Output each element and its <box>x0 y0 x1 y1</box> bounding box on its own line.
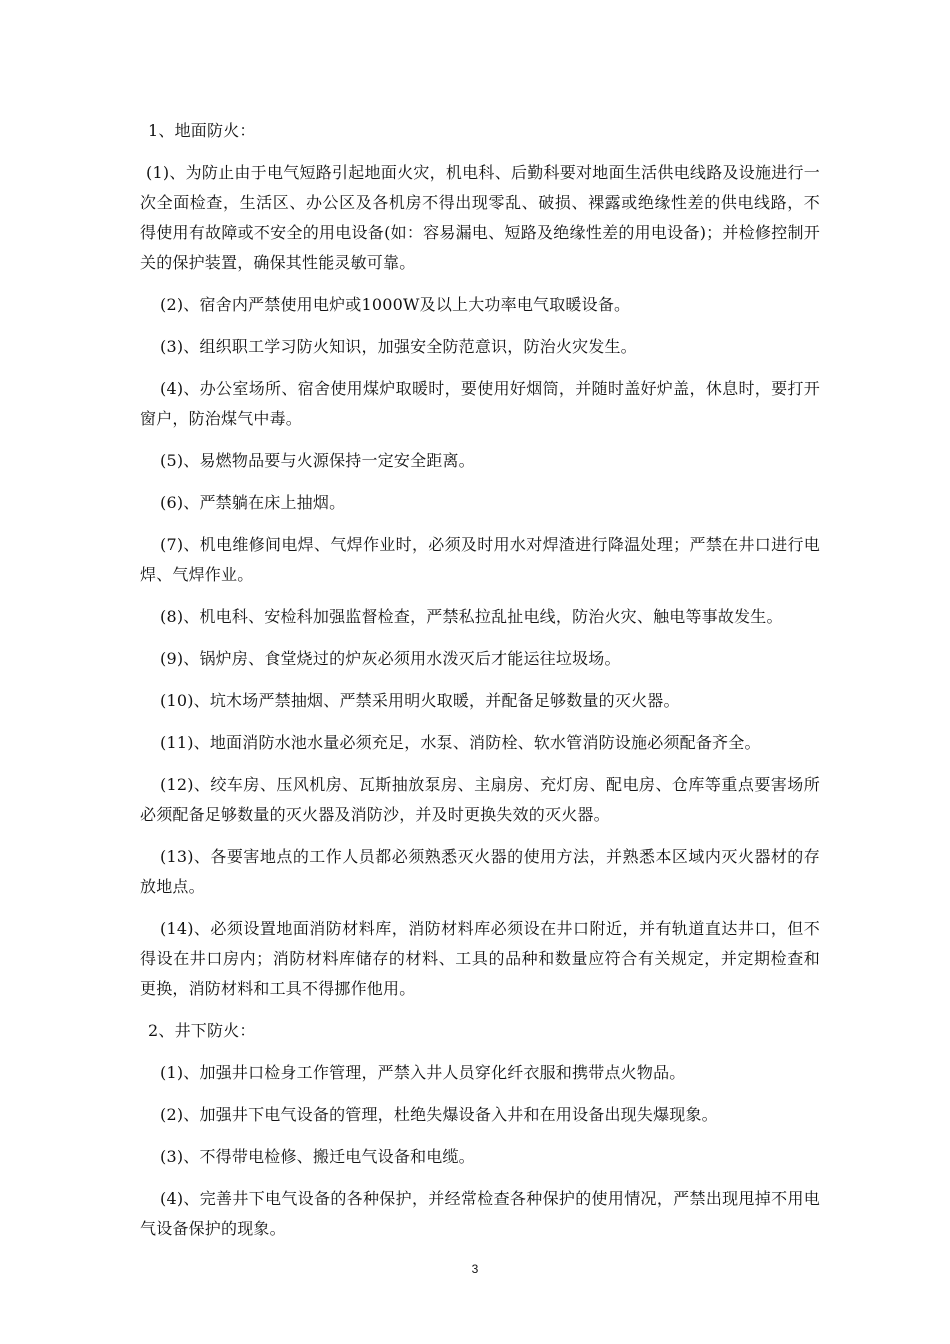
surface-item-13: (13)、各要害地点的工作人员都必须熟悉灭火器的使用方法，并熟悉本区域内灭火器材的存放地点。 <box>140 847 820 896</box>
surface-item-3: (3)、组织职工学习防火知识，加强安全防范意识，防治火灾发生。 <box>160 337 637 356</box>
section-heading-underground: 2、井下防火： <box>148 1021 256 1040</box>
surface-item-2: (2)、宿舍内严禁使用电炉或1000W及以上大功率电气取暖设备。 <box>160 295 631 314</box>
surface-item-1: (1)、为防止由于电气短路引起地面火灾，机电科、后勤科要对地面生活供电线路及设施进行一次全面检查，生活区、办公区及各机房不得出现零乱、破损、裸露或绝缘性差的供电线路，不得使用有故障或不安全的用电设备(如：容易漏电、短路及绝缘性差的用电设备)；并检修控制开关的保护装置，确保其性能灵敏可靠。 <box>140 163 820 272</box>
underground-item-4: (4)、完善井下电气设备的各种保护，并经常检查各种保护的使用情况，严禁出现甩掉不用电气设备保护的现象。 <box>140 1189 820 1238</box>
surface-item-14: (14)、必须设置地面消防材料库，消防材料库必须设在井口附近，并有轨道直达井口，但不得设在井口房内；消防材料库储存的材料、工具的品种和数量应符合有关规定，并定期检查和更换，消防材料和工具不得挪作他用。 <box>140 919 820 998</box>
surface-item-4: (4)、办公室场所、宿舍使用煤炉取暖时，要使用好烟筒，并随时盖好炉盖，休息时，要打开窗户，防治煤气中毒。 <box>140 379 820 428</box>
surface-item-7: (7)、机电维修间电焊、气焊作业时，必须及时用水对焊渣进行降温处理；严禁在井口进行电焊、气焊作业。 <box>140 535 820 584</box>
surface-item-10: (10)、坑木场严禁抽烟、严禁采用明火取暖，并配备足够数量的灭火器。 <box>160 691 680 710</box>
surface-item-12: (12)、绞车房、压风机房、瓦斯抽放泵房、主扇房、充灯房、配电房、仓库等重点要害场所必须配备足够数量的灭火器及消防沙，并及时更换失效的灭火器。 <box>140 775 820 824</box>
document-body <box>140 116 820 1256</box>
underground-item-3: (3)、不得带电检修、搬迁电气设备和电缆。 <box>160 1147 475 1166</box>
underground-item-2: (2)、加强井下电气设备的管理，杜绝失爆设备入井和在用设备出现失爆现象。 <box>160 1105 718 1124</box>
surface-item-8: (8)、机电科、安检科加强监督检查，严禁私拉乱扯电线，防治火灾、触电等事故发生。 <box>160 607 783 626</box>
surface-item-11: (11)、地面消防水池水量必须充足，水泵、消防栓、软水管消防设施必须配备齐全。 <box>160 733 761 752</box>
surface-item-5: (5)、易燃物品要与火源保持一定安全距离。 <box>160 451 475 470</box>
page-number: 3 <box>471 1262 479 1276</box>
surface-item-9: (9)、锅炉房、食堂烧过的炉灰必须用水泼灭后才能运往垃圾场。 <box>160 649 621 668</box>
underground-item-1: (1)、加强井口检身工作管理，严禁入井人员穿化纤衣服和携带点火物品。 <box>160 1063 686 1082</box>
surface-item-6: (6)、严禁躺在床上抽烟。 <box>160 493 346 512</box>
section-heading-surface: 1、地面防火： <box>148 121 256 140</box>
